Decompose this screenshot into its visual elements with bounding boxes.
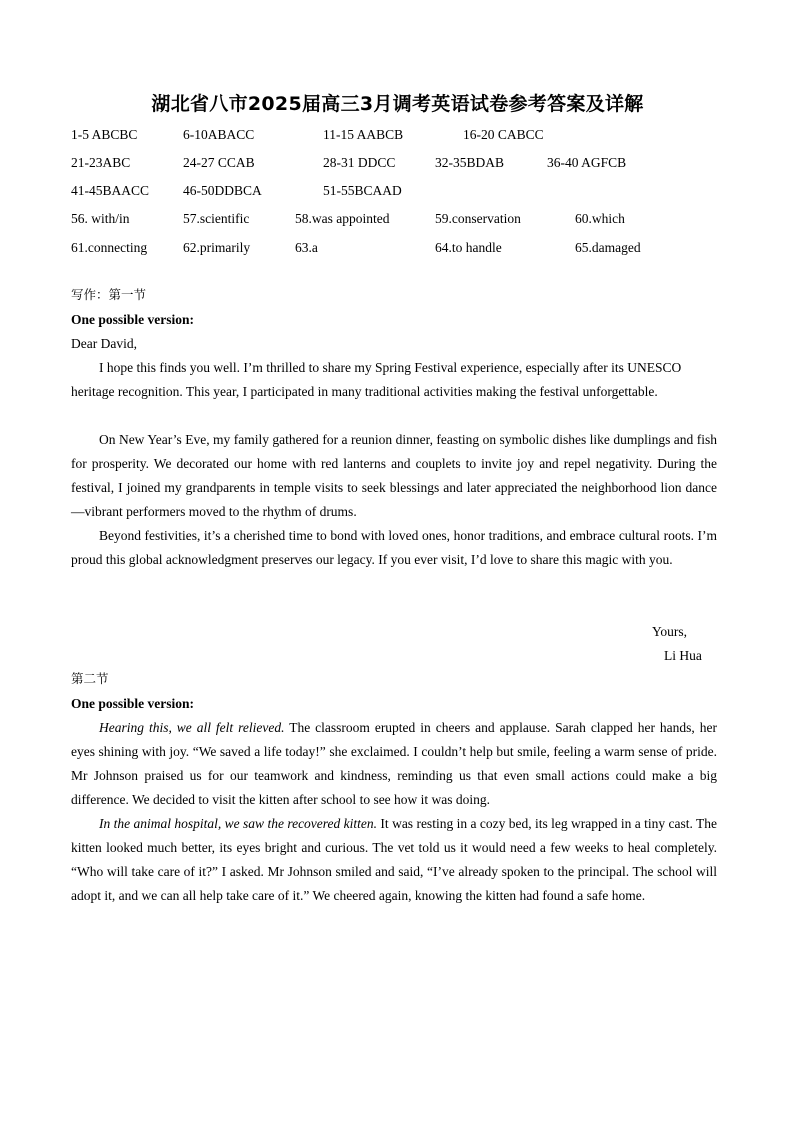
answer-item: 24-27 CCAB: [183, 155, 255, 170]
answer-item: 65.damaged: [575, 240, 641, 255]
answer-item: 57.scientific: [183, 211, 250, 226]
section-heading-part2: 第二节: [71, 671, 109, 686]
answer-item: 11-15 AABCB: [323, 127, 404, 142]
letter-greeting: Dear David,: [71, 336, 137, 351]
answer-item: 51-55BCAAD: [323, 183, 402, 198]
answer-item: 64.to handle: [435, 240, 502, 255]
answer-item: 36-40 AGFCB: [547, 155, 627, 170]
paragraph-lead: Hearing this, we all felt relieved.: [99, 720, 285, 735]
answer-item: 63.a: [295, 240, 318, 255]
answer-item: 32-35BDAB: [435, 155, 505, 170]
page-title: 湖北省八市2025届高三3月调考英语试卷参考答案及详解: [151, 93, 644, 115]
paragraph-body: The classroom erupted in cheers and applause. Sarah clapped her hands, her eyes shining with joy. “We saved a life today!” she exclaimed. I couldn’t help but smile, feeling a warm sense of pride. Mr Johnson praised us for our teamwork and kindness, reminding us that even small actions could make a big difference. We decided to visit the kitten after school to see how it was doing.: [71, 720, 717, 807]
letter-paragraph: I hope this finds you well. I’m thrilled to share my Spring Festival experience, especially after its UNESCO heritage recognition. This year, I participated in many traditional activities making the festival unforgettable.: [71, 360, 682, 399]
answer-item: 56. with/in: [71, 211, 130, 226]
answer-item: 1-5 ABCBC: [71, 127, 138, 142]
answer-item: 6-10ABACC: [183, 127, 255, 142]
answer-item: 60.which: [575, 211, 625, 226]
paragraph-lead: In the animal hospital, we saw the recovered kitten.: [99, 816, 378, 831]
answer-item: 62.primarily: [183, 240, 251, 255]
answer-item: 41-45BAACC: [71, 183, 150, 198]
answer-item: 21-23ABC: [71, 155, 131, 170]
version-label: One possible version:: [71, 696, 195, 711]
letter-paragraph: On New Year’s Eve, my family gathered for a reunion dinner, feasting on symbolic dishes like dumplings and fish for prosperity. We decorated our home with red lanterns and couplets to invite joy and repel negativity. During the festival, I joined my grandparents in temple visits to seek blessings and later appreciated the neighborhood lion dance—vibrant performers moved to the rhythm of drums.: [71, 432, 717, 519]
letter-paragraph: Beyond festivities, it’s a cherished time to bond with loved ones, honor traditions, and embrace cultural roots. I’m proud this global acknowledgment preserves our legacy. If you ever visit, I’d love to share this magic with you.: [71, 528, 717, 567]
letter-signature: Li Hua: [664, 648, 702, 663]
story-paragraph: [71, 812, 717, 908]
answer-item: 58.was appointed: [295, 211, 390, 226]
answer-item: 16-20 CABCC: [463, 127, 544, 142]
paragraph-body: It was resting in a cozy bed, its leg wrapped in a tiny cast. The kitten looked much better, its eyes bright and curious. The vet told us it would need a few weeks to heal completely. “Who will take care of it?” I asked. Mr Johnson smiled and said, “I’ve already spoken to the principal. The school will adopt it, and we can all help take care of it.” We cheered again, knowing the kitten had found a safe home.: [71, 816, 718, 903]
version-label: One possible version:: [71, 312, 195, 327]
answer-item: 28-31 DDCC: [323, 155, 396, 170]
answer-item: 46-50DDBCA: [183, 183, 262, 198]
answer-item: 59.conservation: [435, 211, 521, 226]
letter-closing: Yours,: [652, 624, 688, 639]
section-heading-part1: 写作：第一节: [71, 287, 147, 302]
answer-item: 61.connecting: [71, 240, 148, 255]
story-paragraph: [71, 716, 717, 812]
